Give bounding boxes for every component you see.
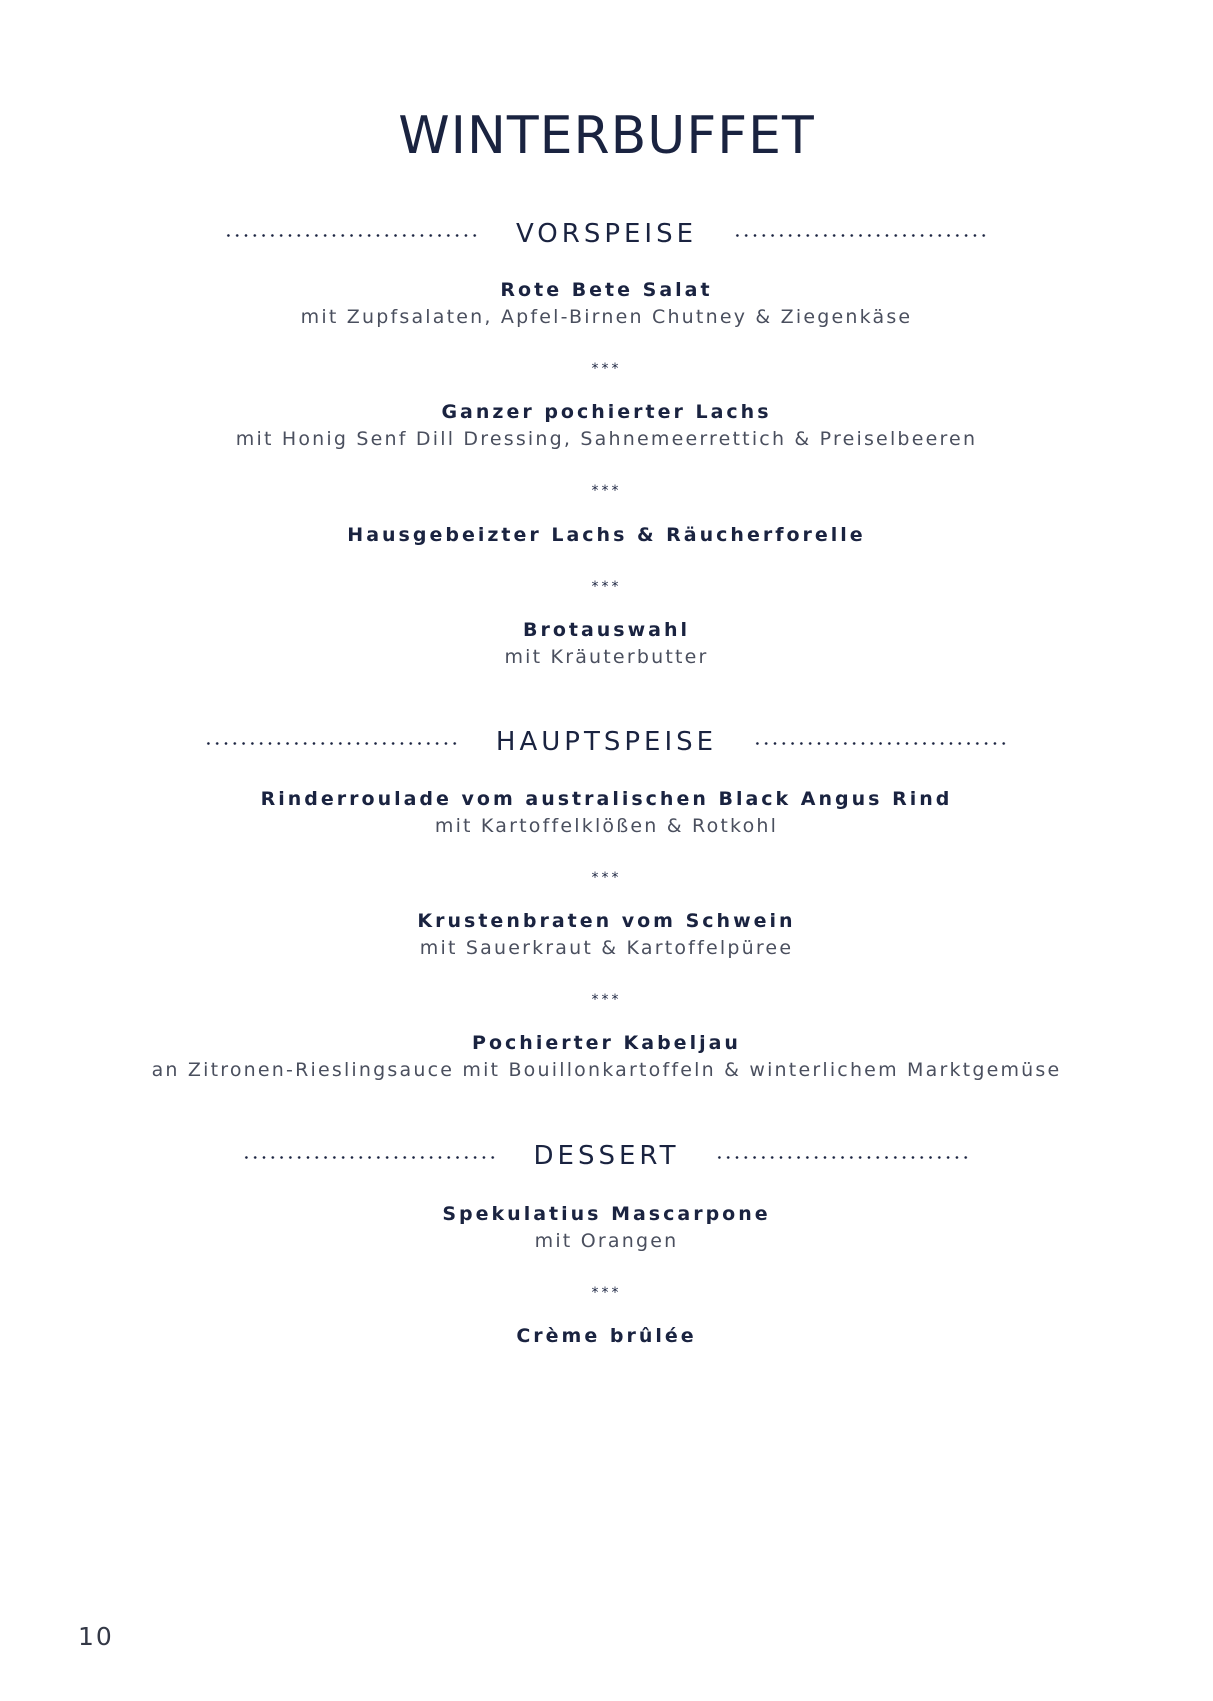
menu-item-description: mit Honig Senf Dill Dressing, Sahnemeerrettich & Preiselbeeren (235, 428, 978, 450)
section-title: VORSPEISE (515, 219, 698, 249)
item-separator: *** (591, 483, 622, 499)
section-title: HAUPTSPEISE (495, 727, 718, 757)
menu-item-name: Hausgebeizter Lachs & Räucherforelle (347, 524, 866, 546)
menu-item-name: Brotauswahl (522, 619, 691, 641)
menu-item-name: Ganzer pochierter Lachs (441, 401, 772, 423)
menu-item (0, 1323, 1213, 1349)
item-separator: *** (591, 361, 622, 377)
menu-item (0, 617, 1213, 670)
menu-item-name: Spekulatius Mascarpone (442, 1203, 771, 1225)
section-title: DESSERT (533, 1141, 680, 1171)
section-header-hauptspeise (0, 722, 1213, 762)
menu-item-description: mit Orangen (534, 1230, 679, 1252)
menu-item (0, 399, 1213, 452)
menu-item (0, 1030, 1213, 1083)
menu-item-name: Rote Bete Salat (500, 279, 713, 301)
menu-item (0, 522, 1213, 548)
dotted-divider-left (224, 234, 480, 237)
dotted-divider-right (753, 742, 1009, 745)
menu-item-description: mit Sauerkraut & Kartoffelpüree (419, 937, 794, 959)
page-title: WINTERBUFFET (398, 106, 815, 166)
item-separator: *** (591, 870, 622, 886)
menu-item-description: mit Zupfsalaten, Apfel-Birnen Chutney & Ziegenkäse (300, 306, 913, 328)
item-separator: *** (591, 1285, 622, 1301)
menu-item (0, 1201, 1213, 1254)
section-header-vorspeise (0, 214, 1213, 254)
menu-item-name: Pochierter Kabeljau (472, 1032, 741, 1054)
item-separator: *** (591, 992, 622, 1008)
section-header-dessert (0, 1136, 1213, 1176)
menu-item (0, 908, 1213, 961)
dotted-divider-right (715, 1156, 971, 1159)
menu-item-name: Krustenbraten vom Schwein (417, 910, 796, 932)
page-number: 10 (78, 1622, 114, 1651)
menu-item-description: an Zitronen-Rieslingsauce mit Bouillonkartoffeln & winterlichem Marktgemüse (151, 1059, 1062, 1081)
item-separator: *** (591, 579, 622, 595)
menu-item-name: Crème brûlée (516, 1325, 697, 1347)
dotted-divider-right (733, 234, 989, 237)
menu-item (0, 277, 1213, 330)
menu-item-name: Rinderroulade vom australischen Black Angus Rind (260, 788, 953, 810)
menu-item-description: mit Kräuterbutter (504, 646, 709, 668)
dotted-divider-left (204, 742, 460, 745)
menu-item-description: mit Kartoffelklößen & Rotkohl (434, 815, 779, 837)
dotted-divider-left (242, 1156, 498, 1159)
menu-item (0, 786, 1213, 839)
